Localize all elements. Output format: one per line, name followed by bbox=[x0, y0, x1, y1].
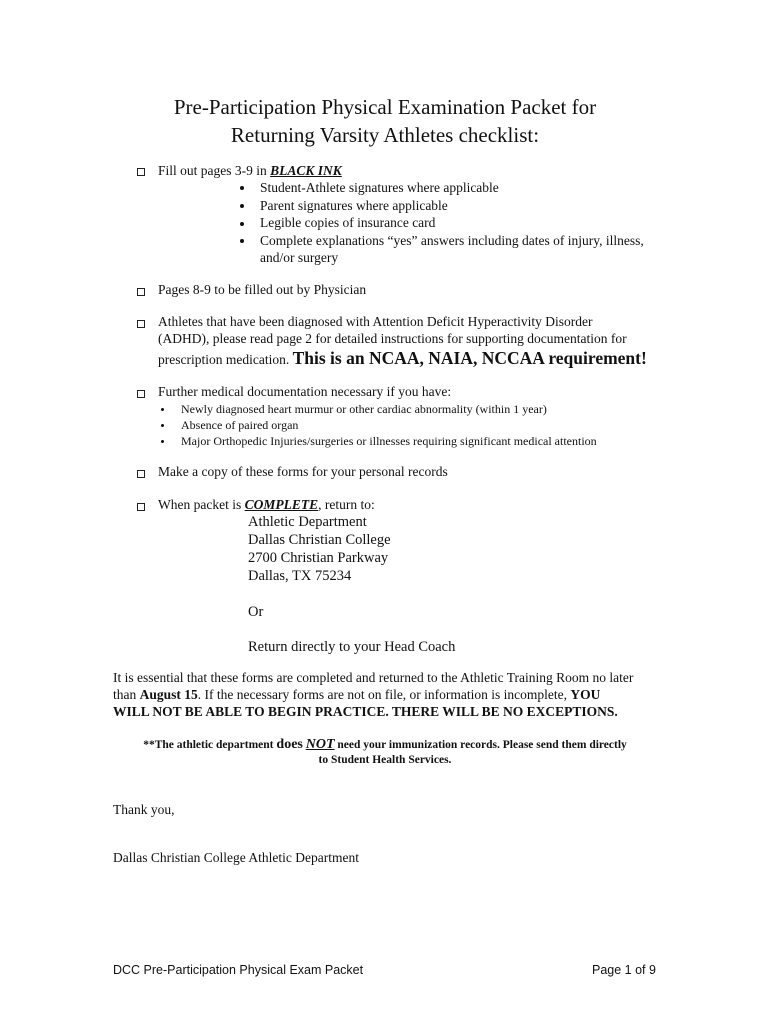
item-4-bullet-3: Major Orthopedic Injuries/surgeries or illnesses requiring significant medical attention bbox=[181, 434, 597, 448]
thank-you: Thank you, bbox=[113, 802, 175, 817]
checkbox-4 bbox=[137, 390, 145, 398]
complete-emphasis: COMPLETE bbox=[244, 497, 319, 512]
checklist-item-4: Further medical documentation necessary if you have: bbox=[158, 384, 452, 399]
item-3-prescription-text: prescription medication. bbox=[158, 352, 290, 367]
head-coach-alternative: Return directly to your Head Coach bbox=[248, 639, 456, 655]
page-title-line-2: Returning Varsity Athletes checklist: bbox=[230, 123, 540, 147]
item-1-bullet-4: Complete explanations “yes” answers including dates of injury, illness, bbox=[260, 233, 644, 248]
item-1-bullet-3: Legible copies of insurance card bbox=[260, 215, 436, 230]
immunization-does: does bbox=[276, 737, 303, 752]
immunization-suffix: need your immunization records. Please send them directly bbox=[334, 739, 627, 751]
notice-line-1: It is essential that these forms are completed and returned to the Athletic Training Room no later bbox=[113, 670, 634, 685]
item-1-bullet-2: Parent signatures where applicable bbox=[260, 198, 448, 213]
checklist-item-5: Make a copy of these forms for your personal records bbox=[158, 464, 448, 479]
bullet-icon bbox=[240, 204, 244, 208]
item-3-line-1: Athletes that have been diagnosed with Attention Deficit Hyperactivity Disorder bbox=[158, 314, 593, 329]
item-1-bullet-1: Student-Athlete signatures where applicable bbox=[260, 180, 499, 195]
bullet-icon bbox=[240, 222, 244, 226]
checklist-item-1 bbox=[158, 163, 342, 179]
item-6-suffix: , return to: bbox=[318, 497, 375, 512]
address-line-2: Dallas Christian College bbox=[248, 532, 391, 548]
address-line-3: 2700 Christian Parkway bbox=[248, 550, 389, 566]
notice-line-2-mid: . If the necessary forms are not on file, or information is incomplete, bbox=[197, 687, 571, 702]
checkbox-5 bbox=[137, 470, 145, 478]
checkbox-2 bbox=[137, 288, 145, 296]
footer-document-title: DCC Pre-Participation Physical Exam Packet bbox=[113, 963, 364, 977]
notice-line-2-bold: YOU bbox=[570, 687, 601, 702]
checklist-item-6 bbox=[158, 497, 375, 513]
immunization-prefix: **The athletic department bbox=[143, 739, 277, 751]
notice-line-2-prefix: than bbox=[113, 687, 140, 702]
bullet-icon bbox=[161, 440, 164, 443]
item-4-bullet-2: Absence of paired organ bbox=[181, 418, 299, 432]
black-ink-emphasis: BLACK INK bbox=[270, 163, 342, 178]
bullet-icon bbox=[240, 186, 244, 190]
ncaa-requirement-emphasis: This is an NCAA, NAIA, NCCAA requirement! bbox=[292, 348, 647, 368]
item-4-bullet-1: Newly diagnosed heart murmur or other cardiac abnormality (within 1 year) bbox=[181, 402, 547, 416]
item-1-prefix: Fill out pages 3-9 in bbox=[158, 163, 271, 178]
item-3-line-2: (ADHD), please read page 2 for detailed instructions for supporting documentation for bbox=[158, 331, 627, 346]
notice-line-3: WILL NOT BE ABLE TO BEGIN PRACTICE. THERE WILL BE NO EXCEPTIONS. bbox=[113, 704, 618, 719]
footer-page-number: Page 1 of 9 bbox=[592, 963, 656, 977]
immunization-not-emphasis: NOT bbox=[305, 737, 335, 752]
address-line-4: Dallas, TX 75234 bbox=[248, 568, 352, 584]
notice-line-2 bbox=[113, 687, 600, 703]
deadline-date: August 15 bbox=[139, 687, 198, 702]
address-line-1: Athletic Department bbox=[248, 514, 367, 530]
checkbox-3 bbox=[137, 320, 145, 328]
item-1-bullet-4-cont: and/or surgery bbox=[260, 250, 339, 265]
checkbox-1 bbox=[137, 168, 145, 176]
item-6-prefix: When packet is bbox=[158, 497, 245, 512]
immunization-note-line-1 bbox=[0, 737, 770, 753]
bullet-icon bbox=[161, 424, 164, 427]
page-title-line-1: Pre-Participation Physical Examination Packet for bbox=[173, 95, 597, 119]
signature-department: Dallas Christian College Athletic Department bbox=[113, 850, 359, 865]
or-text: Or bbox=[248, 604, 264, 620]
checklist-item-2: Pages 8-9 to be filled out by Physician bbox=[158, 282, 367, 297]
immunization-note-line-2: to Student Health Services. bbox=[318, 754, 452, 766]
checkbox-6 bbox=[137, 503, 145, 511]
bullet-icon bbox=[240, 239, 244, 243]
item-3-line-3 bbox=[158, 348, 647, 369]
bullet-icon bbox=[161, 408, 164, 411]
